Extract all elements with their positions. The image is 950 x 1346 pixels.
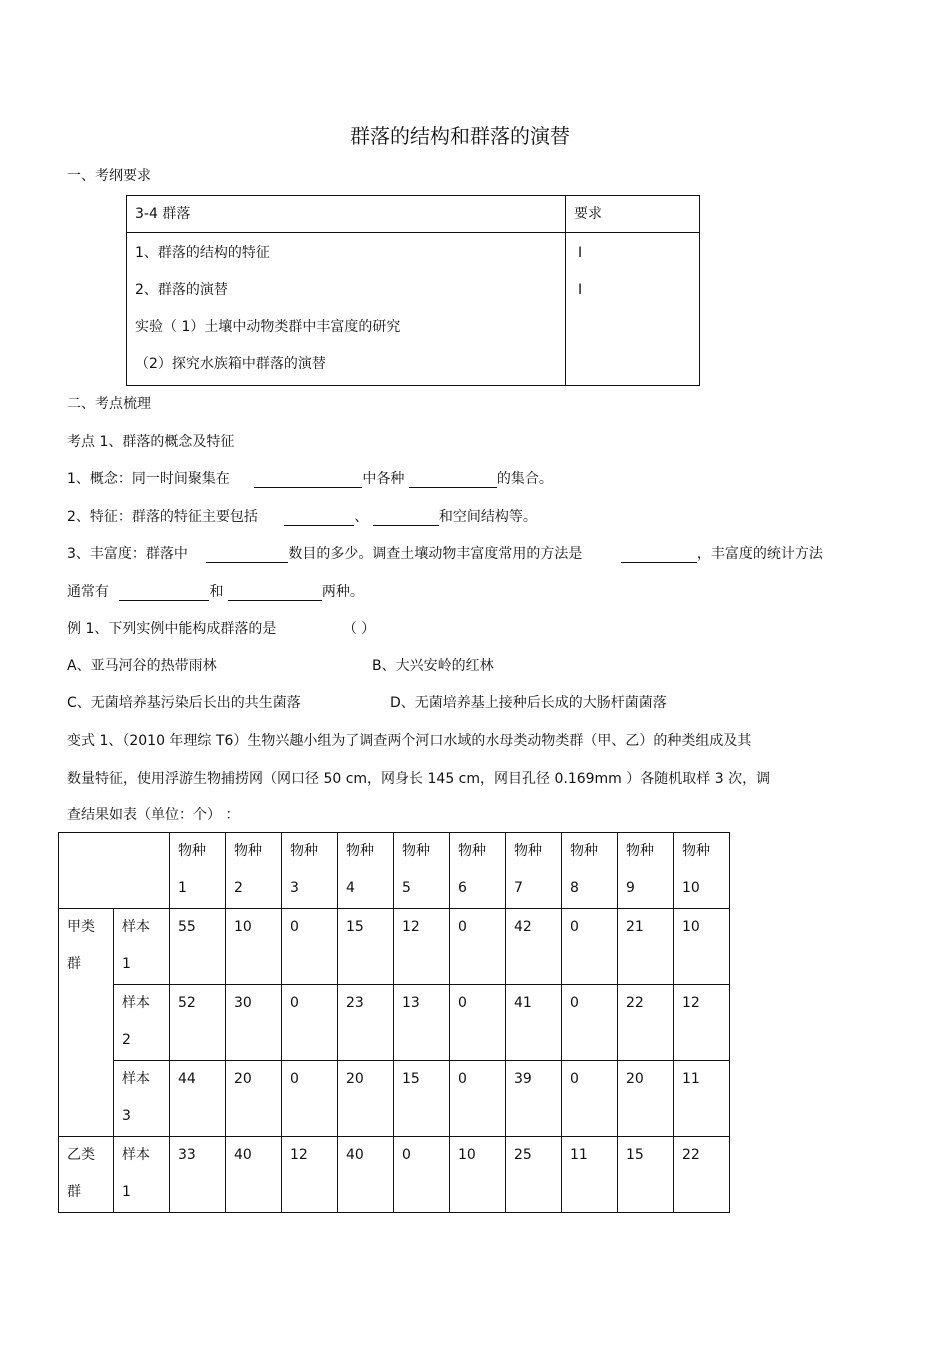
- table-cell: 0: [562, 909, 618, 985]
- table-cell: 15: [394, 1061, 450, 1137]
- species-header: 物种 8: [562, 833, 618, 909]
- table-cell: 10: [674, 909, 730, 985]
- answer-blank[interactable]: [621, 546, 697, 563]
- table-cell: 12: [674, 985, 730, 1061]
- req-item: 实验（ 1）土壤中动物类群中丰富度的研究: [135, 319, 401, 335]
- table-cell: 15: [618, 1137, 674, 1213]
- table-cell: 41: [506, 985, 562, 1061]
- answer-blank[interactable]: [373, 509, 439, 526]
- table-cell: 55: [170, 909, 226, 985]
- answer-blank[interactable]: [409, 471, 497, 488]
- option-c: C、无菌培养基污染后长出的共生菌落: [67, 695, 301, 711]
- table-cell: 0: [282, 985, 338, 1061]
- question-richness: 3、丰富度：群落中 数目的多少。调查土壤动物丰富度常用的方法是 ，丰富度的统计方法: [67, 546, 823, 562]
- table-cell: 0: [394, 1137, 450, 1213]
- option-d: D、无菌培养基上接种后长成的大肠杆菌菌落: [390, 695, 667, 711]
- group-label: 乙类 群: [59, 1137, 114, 1213]
- species-header: 物种 10: [674, 833, 730, 909]
- table-cell: 39: [506, 1061, 562, 1137]
- sample-label: 样本 3: [114, 1061, 170, 1137]
- question-concept: 1、概念：同一时间聚集在 中各种 的集合。: [67, 471, 553, 487]
- sample-label: 样本 1: [114, 909, 170, 985]
- variant-1-line3: 查结果如表（单位：个） ：: [67, 807, 240, 823]
- table-cell: 25: [506, 1137, 562, 1213]
- variant-1-line2: 数量特征，使用浮游生物捕捞网（网口径 50 cm，网身长 145 cm，网目孔径 0.169mm ）各随机取样 3 次，调: [67, 771, 771, 787]
- table-cell: 20: [338, 1061, 394, 1137]
- table-cell: 21: [618, 909, 674, 985]
- sample-label: 样本 1: [114, 1137, 170, 1213]
- table-cell: 0: [562, 985, 618, 1061]
- table-cell: 20: [226, 1061, 282, 1137]
- table-cell: 13: [394, 985, 450, 1061]
- answer-blank[interactable]: [119, 584, 209, 601]
- table-cell: 23: [338, 985, 394, 1061]
- section-heading-requirements: 一、考纲要求: [67, 168, 151, 184]
- req-item: 1、群落的结构的特征: [135, 245, 270, 261]
- table-cell: 12: [282, 1137, 338, 1213]
- sample-label: 样本 2: [114, 985, 170, 1061]
- survey-data-table: [58, 832, 730, 1213]
- table-cell: 0: [282, 1061, 338, 1137]
- table-cell: 40: [338, 1137, 394, 1213]
- table-cell: 40: [226, 1137, 282, 1213]
- table-cell: 22: [618, 985, 674, 1061]
- req-item: 2、群落的演替: [135, 282, 228, 298]
- req-level: Ⅰ: [578, 282, 583, 298]
- species-header: 物种 5: [394, 833, 450, 909]
- table-cell: 10: [226, 909, 282, 985]
- table-cell: 0: [450, 909, 506, 985]
- table-cell: 10: [450, 1137, 506, 1213]
- question-features: 2、特征：群落的特征主要包括 、 和空间结构等。: [67, 509, 537, 525]
- page-title: 群落的结构和群落的演替: [350, 124, 570, 148]
- point-heading: 考点 1、群落的概念及特征: [67, 434, 235, 450]
- table-corner: [59, 833, 170, 909]
- option-b: B、大兴安岭的红林: [372, 658, 494, 674]
- req-level: Ⅰ: [578, 245, 583, 261]
- group-label: 甲类 群: [59, 909, 114, 1137]
- answer-blank[interactable]: [228, 584, 322, 601]
- table-cell: 20: [618, 1061, 674, 1137]
- table-cell: 12: [394, 909, 450, 985]
- answer-blank[interactable]: [284, 509, 354, 526]
- table-cell: 22: [674, 1137, 730, 1213]
- table-cell: 44: [170, 1061, 226, 1137]
- table-cell: 30: [226, 985, 282, 1061]
- option-a: A、亚马河谷的热带雨林: [67, 658, 217, 674]
- answer-blank[interactable]: [206, 546, 288, 563]
- section-heading-points: 二、考点梳理: [67, 396, 151, 412]
- req-item: （2）探究水族箱中群落的演替: [135, 356, 326, 372]
- table-cell: 52: [170, 985, 226, 1061]
- table-cell: 15: [338, 909, 394, 985]
- example-1: 例 1、下列实例中能构成群落的是 （ ）: [67, 621, 376, 637]
- species-header: 物种 7: [506, 833, 562, 909]
- answer-blank[interactable]: [254, 471, 362, 488]
- question-richness-cont: 通常有 和 两种。: [67, 584, 364, 600]
- table-cell: 33: [170, 1137, 226, 1213]
- requirements-table: [126, 195, 700, 386]
- req-head-topic: 3-4 群落: [127, 196, 566, 233]
- req-head-level: 要求: [566, 196, 700, 233]
- table-cell: 0: [562, 1061, 618, 1137]
- species-header: 物种 3: [282, 833, 338, 909]
- variant-1-line1: 变式 1、（2010 年理综 T6）生物兴趣小组为了调查两个河口水域的水母类动物类群（甲、乙）的种类组成及其: [67, 733, 752, 749]
- table-cell: 0: [450, 1061, 506, 1137]
- species-header: 物种 4: [338, 833, 394, 909]
- species-header: 物种 1: [170, 833, 226, 909]
- table-cell: 0: [450, 985, 506, 1061]
- answer-paren: （ ）: [342, 621, 376, 637]
- table-cell: 42: [506, 909, 562, 985]
- species-header: 物种 6: [450, 833, 506, 909]
- table-cell: 0: [282, 909, 338, 985]
- table-cell: 11: [674, 1061, 730, 1137]
- table-cell: 11: [562, 1137, 618, 1213]
- species-header: 物种 9: [618, 833, 674, 909]
- species-header: 物种 2: [226, 833, 282, 909]
